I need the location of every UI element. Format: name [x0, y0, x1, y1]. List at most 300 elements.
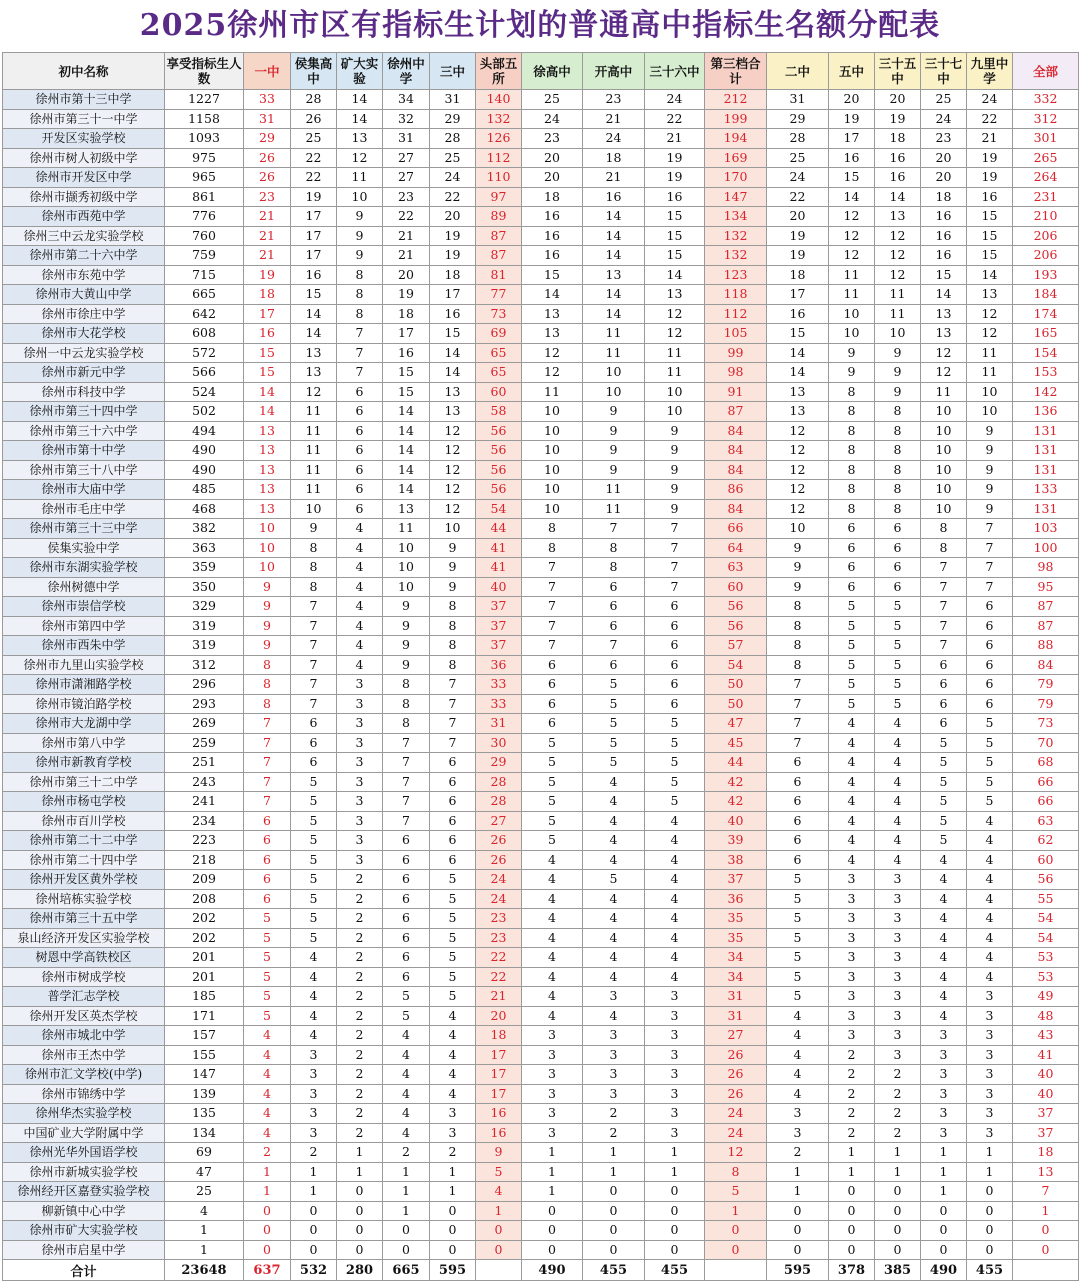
table-cell: 16 — [875, 148, 921, 168]
table-cell: 11 — [875, 285, 921, 305]
table-cell: 2 — [337, 870, 383, 890]
table-cell: 9 — [767, 538, 829, 558]
table-cell: 7 — [645, 519, 705, 539]
page-title: 2025徐州市区有指标生计划的普通高中指标生名额分配表 — [139, 8, 941, 43]
table-cell: 10 — [291, 499, 337, 519]
table-cell: 12 — [430, 499, 476, 519]
table-cell: 3 — [829, 870, 875, 890]
table-cell: 9 — [583, 402, 645, 422]
table-cell: 5 — [767, 909, 829, 929]
table-cell: 15 — [383, 363, 430, 383]
table-cell: 6 — [291, 714, 337, 734]
table-cell: 19 — [767, 226, 829, 246]
table-cell: 5 — [921, 772, 967, 792]
table-cell: 3 — [921, 1045, 967, 1065]
table-cell: 4 — [875, 811, 921, 831]
school-name-cell: 徐州市科技中学 — [3, 382, 165, 402]
table-cell: 2 — [337, 967, 383, 987]
table-cell: 14 — [583, 304, 645, 324]
table-cell: 0 — [522, 1221, 583, 1241]
table-cell: 5 — [244, 948, 291, 968]
table-cell: 7 — [430, 694, 476, 714]
table-cell: 5 — [583, 753, 645, 773]
column-header: 第三档合计 — [705, 53, 767, 90]
table-row — [3, 636, 1079, 656]
school-name-cell: 徐州市撷秀初级中学 — [3, 187, 165, 207]
table-cell: 5 — [645, 733, 705, 753]
table-cell: 206 — [1013, 226, 1079, 246]
table-cell: 4 — [337, 538, 383, 558]
table-cell: 4 — [522, 948, 583, 968]
table-cell: 7 — [767, 714, 829, 734]
table-cell: 14 — [244, 402, 291, 422]
table-cell: 5 — [291, 870, 337, 890]
table-cell: 4 — [645, 811, 705, 831]
table-cell: 126 — [476, 129, 522, 149]
table-cell: 5 — [430, 967, 476, 987]
table-cell: 10 — [921, 460, 967, 480]
table-cell: 7 — [430, 733, 476, 753]
table-row — [3, 109, 1079, 129]
table-cell: 8 — [767, 597, 829, 617]
table-cell: 11 — [875, 304, 921, 324]
table-cell: 4 — [583, 811, 645, 831]
table-cell: 56 — [1013, 870, 1079, 890]
table-row — [3, 870, 1079, 890]
total-cell — [476, 1260, 522, 1281]
table-cell: 861 — [165, 187, 244, 207]
table-cell: 157 — [165, 1026, 244, 1046]
school-name-cell: 徐州光华外国语学校 — [3, 1143, 165, 1163]
table-cell: 485 — [165, 480, 244, 500]
table-cell: 4 — [430, 1006, 476, 1026]
table-cell: 5 — [522, 811, 583, 831]
table-cell: 2 — [337, 1006, 383, 1026]
table-cell: 0 — [430, 1221, 476, 1241]
table-cell: 5 — [244, 909, 291, 929]
table-cell: 7 — [522, 597, 583, 617]
table-cell: 18 — [875, 129, 921, 149]
table-cell: 5 — [583, 714, 645, 734]
table-cell: 8 — [875, 421, 921, 441]
table-cell: 4 — [583, 948, 645, 968]
table-cell: 776 — [165, 207, 244, 227]
table-cell: 4 — [583, 792, 645, 812]
table-cell: 11 — [291, 402, 337, 422]
table-cell: 6 — [522, 655, 583, 675]
table-cell: 12 — [829, 246, 875, 266]
table-row — [3, 1045, 1079, 1065]
table-cell: 26 — [291, 109, 337, 129]
table-cell: 6 — [337, 421, 383, 441]
table-cell: 1 — [165, 1240, 244, 1260]
table-cell: 4 — [829, 792, 875, 812]
table-cell: 15 — [921, 265, 967, 285]
table-cell: 15 — [522, 265, 583, 285]
column-header: 享受指标生人数 — [165, 53, 244, 90]
table-cell: 4 — [244, 1104, 291, 1124]
table-cell: 29 — [476, 753, 522, 773]
table-cell: 524 — [165, 382, 244, 402]
table-cell: 142 — [1013, 382, 1079, 402]
table-cell: 9 — [383, 655, 430, 675]
table-cell: 4 — [967, 850, 1013, 870]
table-cell: 7 — [291, 694, 337, 714]
table-cell: 5 — [767, 987, 829, 1007]
table-cell: 4 — [583, 967, 645, 987]
table-cell: 97 — [476, 187, 522, 207]
table-cell: 4 — [921, 850, 967, 870]
table-body — [3, 90, 1079, 1260]
table-cell: 7 — [244, 772, 291, 792]
table-cell: 24 — [767, 168, 829, 188]
table-cell: 3 — [829, 967, 875, 987]
table-cell: 8 — [875, 402, 921, 422]
table-cell: 4 — [921, 870, 967, 890]
table-cell: 6 — [430, 831, 476, 851]
table-row — [3, 616, 1079, 636]
table-cell: 6 — [767, 772, 829, 792]
school-name-cell: 树恩中学高铁校区 — [3, 948, 165, 968]
table-cell: 5 — [829, 675, 875, 695]
table-cell: 3 — [337, 733, 383, 753]
table-cell: 13 — [291, 343, 337, 363]
table-cell: 296 — [165, 675, 244, 695]
table-cell: 6 — [244, 850, 291, 870]
table-cell: 23 — [476, 928, 522, 948]
table-cell: 6 — [645, 597, 705, 617]
table-cell: 312 — [1013, 109, 1079, 129]
table-cell: 193 — [1013, 265, 1079, 285]
table-cell: 87 — [1013, 616, 1079, 636]
column-header: 徐州中学 — [383, 53, 430, 90]
table-cell: 265 — [1013, 148, 1079, 168]
table-cell: 14 — [383, 480, 430, 500]
table-row — [3, 1143, 1079, 1163]
table-cell: 4 — [583, 889, 645, 909]
table-cell: 19 — [244, 265, 291, 285]
table-cell: 5 — [829, 636, 875, 656]
table-cell: 44 — [476, 519, 522, 539]
table-cell: 16 — [291, 265, 337, 285]
school-name-cell: 徐州三中云龙实验学校 — [3, 226, 165, 246]
table-cell: 20 — [875, 90, 921, 110]
table-cell: 6 — [967, 636, 1013, 656]
table-cell: 8 — [337, 265, 383, 285]
column-header: 三十五中 — [875, 53, 921, 90]
table-cell: 15 — [967, 207, 1013, 227]
table-cell: 3 — [337, 831, 383, 851]
table-cell: 5 — [430, 928, 476, 948]
school-name-cell: 徐州市第三十一中学 — [3, 109, 165, 129]
table-cell: 1 — [244, 1182, 291, 1202]
table-cell: 11 — [921, 382, 967, 402]
table-cell: 9 — [875, 343, 921, 363]
table-cell: 6 — [383, 948, 430, 968]
table-cell: 54 — [476, 499, 522, 519]
table-cell: 33 — [476, 694, 522, 714]
table-cell: 25 — [921, 90, 967, 110]
table-row — [3, 168, 1079, 188]
table-cell: 13 — [1013, 1162, 1079, 1182]
table-cell: 1 — [583, 1143, 645, 1163]
table-cell: 14 — [383, 402, 430, 422]
table-cell: 10 — [337, 187, 383, 207]
table-cell: 54 — [1013, 909, 1079, 929]
table-cell: 6 — [337, 460, 383, 480]
table-cell: 1 — [337, 1162, 383, 1182]
table-cell: 468 — [165, 499, 244, 519]
table-cell: 3 — [583, 1084, 645, 1104]
table-cell: 28 — [476, 792, 522, 812]
school-name-cell: 徐州市百川学校 — [3, 811, 165, 831]
table-cell: 8 — [244, 655, 291, 675]
table-cell: 1 — [921, 1143, 967, 1163]
table-cell: 10 — [383, 538, 430, 558]
table-cell: 14 — [291, 324, 337, 344]
table-cell: 14 — [522, 285, 583, 305]
table-cell: 9 — [967, 421, 1013, 441]
table-cell: 132 — [705, 226, 767, 246]
table-cell: 27 — [383, 148, 430, 168]
table-cell: 6 — [829, 577, 875, 597]
table-cell: 39 — [705, 831, 767, 851]
table-cell: 73 — [1013, 714, 1079, 734]
table-row — [3, 343, 1079, 363]
table-cell: 8 — [291, 558, 337, 578]
table-cell: 3 — [875, 1006, 921, 1026]
table-cell: 223 — [165, 831, 244, 851]
table-cell: 7 — [967, 558, 1013, 578]
table-cell: 5 — [921, 792, 967, 812]
table-cell: 131 — [1013, 499, 1079, 519]
table-cell: 29 — [244, 129, 291, 149]
table-cell: 70 — [1013, 733, 1079, 753]
table-cell: 22 — [476, 948, 522, 968]
table-cell: 17 — [476, 1045, 522, 1065]
table-cell: 9 — [337, 226, 383, 246]
table-cell: 4 — [383, 1084, 430, 1104]
table-cell: 0 — [645, 1201, 705, 1221]
school-name-cell: 徐州市大庙中学 — [3, 480, 165, 500]
table-cell: 5 — [291, 831, 337, 851]
table-cell: 11 — [337, 168, 383, 188]
table-cell: 2 — [337, 1084, 383, 1104]
table-cell: 17 — [476, 1084, 522, 1104]
table-cell: 3 — [645, 987, 705, 1007]
table-cell: 11 — [583, 343, 645, 363]
table-cell: 6 — [967, 597, 1013, 617]
table-cell: 10 — [430, 519, 476, 539]
table-cell: 6 — [430, 811, 476, 831]
total-cell: 23648 — [165, 1260, 244, 1281]
school-name-cell: 徐州市镜泊路学校 — [3, 694, 165, 714]
table-cell: 12 — [875, 246, 921, 266]
table-row — [3, 967, 1079, 987]
table-cell: 1 — [522, 1162, 583, 1182]
table-cell: 14 — [430, 343, 476, 363]
table-cell: 66 — [705, 519, 767, 539]
table-cell: 4 — [522, 870, 583, 890]
table-cell: 6 — [522, 694, 583, 714]
table-cell: 9 — [967, 499, 1013, 519]
table-cell: 6 — [337, 382, 383, 402]
table-cell: 4 — [430, 1026, 476, 1046]
table-cell: 4 — [875, 753, 921, 773]
table-cell: 12 — [829, 226, 875, 246]
table-cell: 12 — [875, 226, 921, 246]
table-cell: 6 — [645, 616, 705, 636]
table-cell: 84 — [705, 460, 767, 480]
table-cell: 41 — [476, 558, 522, 578]
table-cell: 7 — [337, 363, 383, 383]
table-cell: 23 — [244, 187, 291, 207]
table-cell: 3 — [967, 987, 1013, 1007]
table-cell: 6 — [875, 519, 921, 539]
table-cell: 5 — [705, 1182, 767, 1202]
table-cell: 6 — [767, 831, 829, 851]
table-row — [3, 1182, 1079, 1202]
table-cell: 7 — [583, 636, 645, 656]
table-cell: 23 — [522, 129, 583, 149]
table-cell: 4 — [291, 1006, 337, 1026]
table-cell: 4 — [583, 909, 645, 929]
table-cell: 7 — [645, 558, 705, 578]
table-cell: 6 — [967, 675, 1013, 695]
table-cell: 9 — [767, 558, 829, 578]
table-cell: 7 — [921, 577, 967, 597]
table-cell: 26 — [244, 148, 291, 168]
table-cell: 5 — [291, 811, 337, 831]
table-cell: 5 — [291, 928, 337, 948]
table-cell: 154 — [1013, 343, 1079, 363]
table-cell: 1 — [921, 1162, 967, 1182]
table-cell: 18 — [244, 285, 291, 305]
table-cell: 21 — [244, 226, 291, 246]
table-cell: 5 — [875, 636, 921, 656]
table-cell: 642 — [165, 304, 244, 324]
table-cell: 10 — [921, 499, 967, 519]
table-cell: 4 — [383, 1123, 430, 1143]
table-cell: 3 — [337, 811, 383, 831]
table-cell: 4 — [645, 909, 705, 929]
table-cell: 7 — [244, 733, 291, 753]
total-cell: 455 — [645, 1260, 705, 1281]
school-name-cell: 徐州市树成学校 — [3, 967, 165, 987]
table-cell: 12 — [767, 460, 829, 480]
school-name-cell: 徐州市徐庄中学 — [3, 304, 165, 324]
table-cell: 37 — [705, 870, 767, 890]
table-cell: 26 — [705, 1045, 767, 1065]
table-cell: 18 — [476, 1026, 522, 1046]
table-cell: 3 — [875, 967, 921, 987]
table-cell: 264 — [1013, 168, 1079, 188]
table-cell: 5 — [767, 870, 829, 890]
column-header: 九里中学 — [967, 53, 1013, 90]
table-cell: 5 — [522, 733, 583, 753]
table-cell: 24 — [645, 90, 705, 110]
table-cell: 7 — [522, 636, 583, 656]
table-cell: 19 — [430, 226, 476, 246]
table-cell: 21 — [383, 246, 430, 266]
table-cell: 3 — [829, 909, 875, 929]
table-cell: 6 — [921, 655, 967, 675]
table-cell: 6 — [875, 558, 921, 578]
column-header: 三十六中 — [645, 53, 705, 90]
table-cell: 0 — [430, 1201, 476, 1221]
table-cell: 4 — [645, 948, 705, 968]
column-header: 三十七中 — [921, 53, 967, 90]
table-cell: 11 — [291, 421, 337, 441]
table-cell: 14 — [583, 207, 645, 227]
table-cell: 10 — [522, 421, 583, 441]
table-cell: 0 — [583, 1221, 645, 1241]
table-cell: 9 — [645, 460, 705, 480]
table-cell: 5 — [430, 889, 476, 909]
table-cell: 4 — [921, 948, 967, 968]
column-header: 全部 — [1013, 53, 1079, 90]
table-cell: 608 — [165, 324, 244, 344]
table-cell: 3 — [337, 772, 383, 792]
total-cell: 455 — [583, 1260, 645, 1281]
table-cell: 10 — [383, 558, 430, 578]
school-name-cell: 徐州市潇湘路学校 — [3, 675, 165, 695]
table-cell: 1 — [291, 1182, 337, 1202]
table-cell: 9 — [476, 1143, 522, 1163]
table-cell: 20 — [383, 265, 430, 285]
table-cell: 8 — [829, 421, 875, 441]
table-cell: 382 — [165, 519, 244, 539]
table-cell: 7 — [522, 558, 583, 578]
table-cell: 7 — [244, 753, 291, 773]
table-cell: 1 — [291, 1162, 337, 1182]
table-cell: 13 — [875, 207, 921, 227]
table-cell: 24 — [476, 889, 522, 909]
column-header: 矿大实验 — [337, 53, 383, 90]
table-cell: 21 — [244, 246, 291, 266]
table-cell: 10 — [967, 382, 1013, 402]
table-cell: 5 — [875, 655, 921, 675]
table-cell: 6 — [244, 889, 291, 909]
school-name-cell: 徐州开发区英杰学校 — [3, 1006, 165, 1026]
school-name-cell: 徐州市第十三中学 — [3, 90, 165, 110]
table-cell: 10 — [767, 519, 829, 539]
table-cell: 6 — [767, 753, 829, 773]
table-cell: 760 — [165, 226, 244, 246]
table-cell: 2 — [383, 1143, 430, 1163]
table-cell: 28 — [767, 129, 829, 149]
table-cell: 1 — [875, 1162, 921, 1182]
table-cell: 0 — [476, 1221, 522, 1241]
table-cell: 8 — [705, 1162, 767, 1182]
table-cell: 22 — [430, 187, 476, 207]
table-cell: 4 — [244, 1045, 291, 1065]
table-cell: 3 — [875, 928, 921, 948]
table-cell: 715 — [165, 265, 244, 285]
table-cell: 5 — [244, 987, 291, 1007]
table-cell: 2 — [875, 1065, 921, 1085]
table-cell: 2 — [583, 1104, 645, 1124]
table-cell: 2 — [829, 1104, 875, 1124]
table-cell: 68 — [1013, 753, 1079, 773]
table-cell: 131 — [1013, 421, 1079, 441]
table-row — [3, 1104, 1079, 1124]
table-row — [3, 1123, 1079, 1143]
table-cell: 25 — [767, 148, 829, 168]
table-cell: 19 — [967, 168, 1013, 188]
table-cell: 234 — [165, 811, 244, 831]
table-cell: 9 — [383, 636, 430, 656]
